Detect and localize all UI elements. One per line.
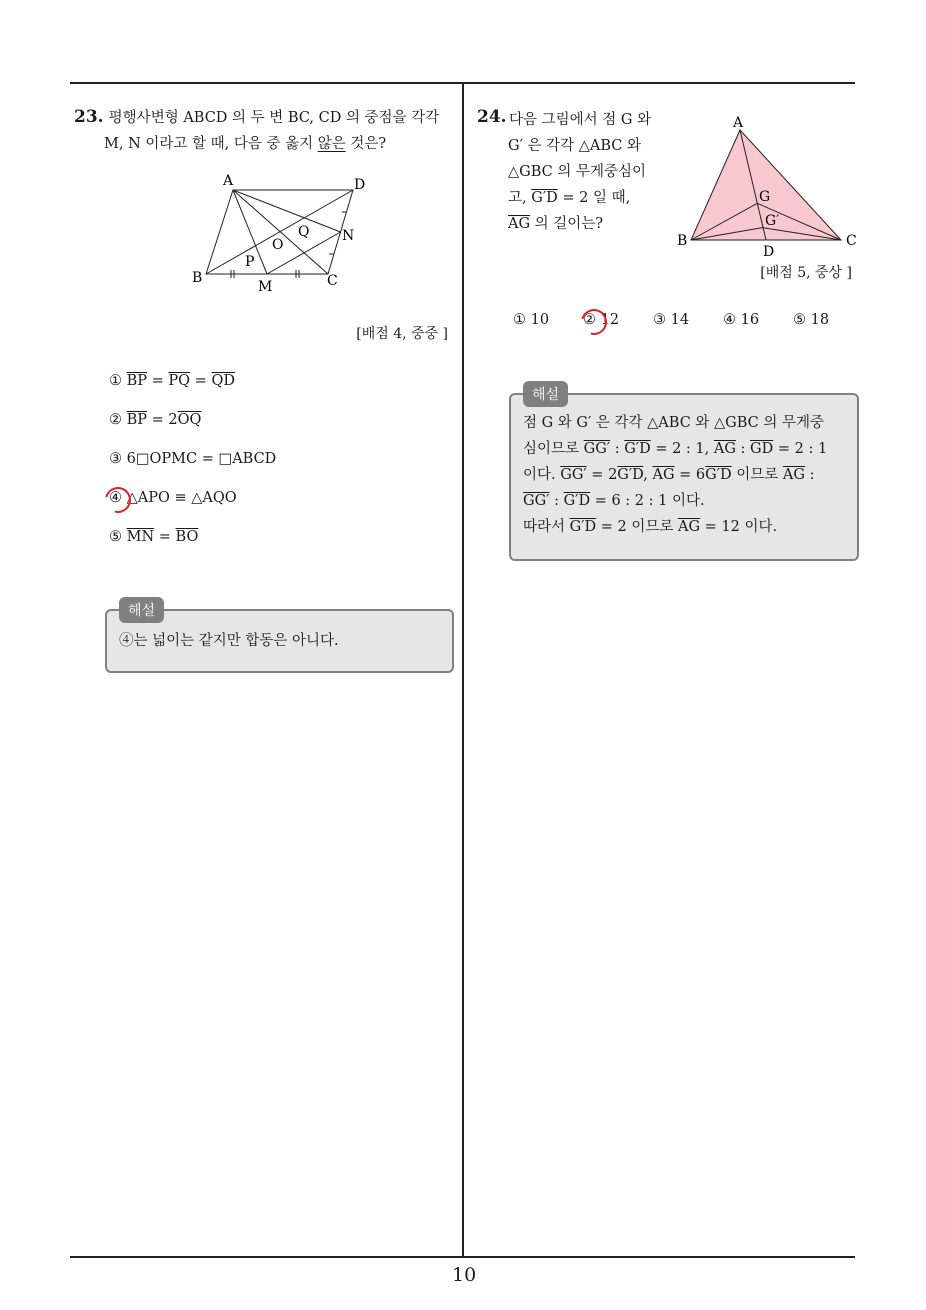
segment: $\overline{AG}$ [678,519,701,535]
text-run: △GBC 의 무게중심이 [508,164,647,180]
choice-number: ② [109,412,127,428]
question-text-line-1 [509,108,651,132]
text-run: = 2 [586,467,618,483]
label-A: A [223,173,234,189]
segment: $\overline{BO}$ [175,529,199,545]
choice-3[interactable] [653,312,689,328]
label-B: B [677,233,688,249]
segment: G′D [617,467,644,483]
footer-rule [70,1256,855,1258]
segment: $\overline{BP}$ [126,412,148,428]
solution-line-2 [523,436,827,462]
text-run: = 2 이므로 [596,519,678,535]
text-run: = 2 : 1, [650,441,714,457]
choice-number: ④ [723,312,741,328]
text-run: = 12 이다. [700,519,778,535]
segment: G′D [569,519,597,535]
segment: $\overline{AG}$ [782,467,805,483]
choice-number: ④ [109,490,127,506]
label-D: D [763,244,775,260]
segment: G′D [531,190,558,206]
choice-number: ① [513,312,531,328]
triangle-diagram [676,112,866,262]
text-run: = 2 일 때, [557,190,631,206]
question-text-line-2 [508,134,641,158]
choice-value: 12 [600,312,620,328]
text-run: = [154,529,176,545]
text-run: 6□OPMC = □ABCD [126,451,277,467]
segment: $\overline{AG}$ [652,467,675,483]
choice-value: 14 [670,312,690,328]
text-run: 이다. [523,467,561,483]
solution-box [509,393,859,561]
choice-number: ⑤ [793,312,811,328]
text-run: : [610,441,625,457]
segment: GG′ [583,441,611,457]
choice-1[interactable] [109,373,235,389]
choice-3[interactable] [109,451,276,467]
segment: GG′ [560,467,587,483]
segment: $\overline{OQ}$ [177,412,202,428]
text-run: : [735,441,751,457]
text-run: , [643,467,653,483]
label-P: P [245,254,255,270]
segment: $\overline{MN}$ [126,529,155,545]
text-run: 심이므로 [523,441,584,457]
question-text-line-2: M, N 이라고 할 때, 다음 중 옳지 않은 것은? [104,136,387,152]
text-run: : [804,467,815,483]
choice-number: ⑤ [109,529,127,545]
text-run: = 6 [674,467,706,483]
text-run: = 6 : 2 : 1 이다. [590,493,705,509]
question-text-line-4 [508,186,630,210]
choice-2[interactable] [109,412,201,428]
label-D: D [354,177,366,193]
segment: $\overline{QD}$ [211,373,235,389]
choice-1[interactable] [513,312,549,328]
parallelogram-diagram [188,168,378,298]
text-run: 의 길이는? [530,216,604,232]
text-run: = [147,373,169,389]
question-text-line-1: 평행사변형 ABCD 의 두 변 BC, CD 의 중점을 각각 [108,110,440,126]
text-run: 다음 그림에서 점 G 와 [509,112,652,128]
solution-line-5 [523,514,777,540]
text-run: 따라서 [523,519,570,535]
question-number: 24. [477,107,507,127]
solution-text: ④는 넓이는 같지만 합동은 아니다. [119,633,339,649]
text-run: = [190,373,212,389]
column-divider [462,82,464,1258]
label-Q: Q [298,224,310,240]
choice-number: ③ [109,451,127,467]
segment: G′D [705,467,732,483]
underlined-word: 않은 [317,136,346,152]
segment: $\overline{PQ}$ [168,373,191,389]
segment: G′D [624,441,651,457]
text-run: : [549,493,564,509]
text-run: 이므로 [731,467,783,483]
answer-mark [576,304,612,340]
label-G-prime: G′ [765,213,780,229]
score-label: [배점 4, 중중 ] [356,326,448,342]
label-N: N [342,228,355,244]
text-run: = 2 [147,412,178,428]
label-A: A [733,115,744,131]
choice-number: ② [583,312,601,328]
segment: $\overline{GD}$ [750,441,774,457]
label-O: O [272,237,284,253]
choice-value: 10 [530,312,550,328]
label-C: C [846,233,857,249]
solution-line-1 [523,410,824,436]
choice-5[interactable] [109,529,198,545]
question-text-line-3 [508,160,646,184]
solution-line-4 [523,488,705,514]
choice-number: ③ [653,312,671,328]
text-run: = 2 : 1 [773,441,828,457]
text-run: 점 G 와 G′ 은 각각 △ABC 와 △GBC 의 무게중 [523,415,825,431]
page-number: 10 [452,1264,477,1286]
solution-line-3 [523,462,814,488]
segment: $\overline{AG}$ [713,441,736,457]
text-run: △APO ≡ △AQO [126,490,237,506]
question-number: 23. [74,107,104,127]
question-23 [74,106,459,130]
choice-value: 18 [810,312,830,328]
choice-value: 16 [740,312,760,328]
label-C: C [327,273,338,289]
choice-5[interactable] [793,312,829,328]
choice-4[interactable] [723,312,759,328]
score-label: [배점 5, 중상 ] [760,265,852,281]
segment: G′D [563,493,591,509]
segment: GG′ [523,493,550,509]
label-M: M [258,279,273,295]
text-run: G′ 은 각각 △ABC 와 [508,138,641,154]
answer-mark [100,482,136,518]
segment: $\overline{AG}$ [508,216,531,232]
label-G: G [759,189,771,205]
solution-tag: 해설 [523,381,568,407]
segment: $\overline{BP}$ [126,373,148,389]
label-B: B [192,270,203,286]
solution-tag: 해설 [119,597,164,623]
choice-number: ① [109,373,127,389]
text-run: 고, [508,190,532,206]
question-text-line-5 [508,212,603,236]
